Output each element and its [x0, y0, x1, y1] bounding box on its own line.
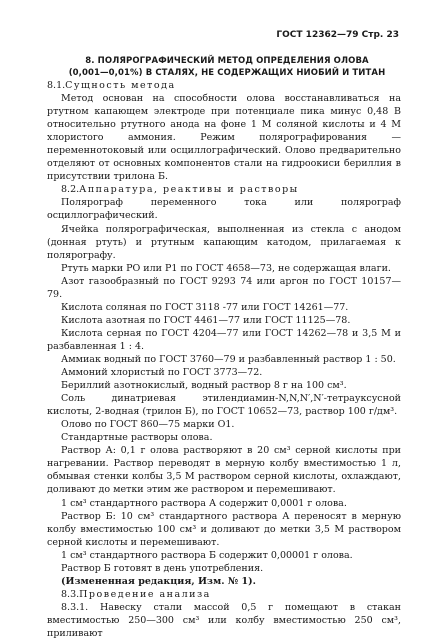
- section-title: [55, 55, 399, 79]
- paragraph: Стандартные растворы олова.: [61, 432, 213, 444]
- paragraph: Раствор Б готовят в день употребления.: [61, 562, 264, 574]
- paragraph: Кислота азотная по ГОСТ 4461—77 или ГОСТ 11125—78.: [61, 314, 351, 326]
- paragraph: Кислота серная по ГОСТ 4204—77 или ГОСТ 14262—78 и 3,5 М и разбавленная 1 : 4.: [47, 327, 401, 352]
- paragraph: 1 см³ стандартного раствора Б содержит 0,00001 г олова.: [61, 549, 353, 561]
- paragraph: Аммиак водный по ГОСТ 3760—79 и разбавленный раствор 1 : 50.: [61, 353, 396, 365]
- paragraph: Полярограф переменного тока или полярограф осциллографический.: [47, 197, 401, 222]
- paragraph: 8.3.1. Навеску стали массой 0,5 г помещают в стакан вместимостью 250—300 см³ или колбу вместимостью 250 см³, приливают: [47, 601, 401, 639]
- paragraph: Аммоний хлористый по ГОСТ 3773—72.: [61, 367, 263, 379]
- paragraph: 1 см³ стандартного раствора А содержит 0,0001 г олова.: [61, 497, 347, 509]
- amendment-note: (Измененная редакция, Изм. № 1).: [61, 575, 256, 587]
- paragraph: Раствор А: 0,1 г олова растворяют в 20 см³ серной кислоты при нагревании. Раствор переводят в мерную колбу вместимостью 1 л, обмывая стенки колбы 3,5 М раствором серной кислоты, охлаждают, доливают до метки этим же раствором и перемешивают.: [47, 445, 401, 496]
- paragraph: Бериллий азотнокислый, водный раствор 8 г на 100 см³.: [61, 380, 347, 392]
- subsection-heading: 8.2.Аппаратура, реактивы и растворы: [61, 184, 299, 196]
- page-header: ГОСТ 12362—79 Стр. 23: [276, 30, 399, 40]
- subsection-heading: 8.1.Сущность метода: [47, 80, 176, 91]
- subsection-heading: 8.3.Проведение анализа: [61, 588, 211, 600]
- section-title-line-2: (0,001—0,01%) В СТАЛЯХ, НЕ СОДЕРЖАЩИХ НИОБИЙ И ТИТАН: [68, 68, 386, 78]
- section-title-line-1: 8. ПОЛЯРОГРАФИЧЕСКИЙ МЕТОД ОПРЕДЕЛЕНИЯ ОЛОВА: [85, 56, 369, 66]
- paragraph: Олово по ГОСТ 860—75 марки О1.: [61, 419, 235, 431]
- paragraph: Метод основан на способности олова восстанавливаться на ртутном капающем электроде при потенциале пика минус 0,48 В относительно ртутного анода на фоне 1 М соляной кислоты и 4 М хлористого аммония. Режим полярографирования — переменнотоковый или осциллографический. Олово предварительно отделяют от основных компонентов стали на гидроокиси бериллия в присутствии трилона Б.: [47, 93, 401, 183]
- paragraph: Соль динатриевая этилендиамин-N,N,N′,N′-тетрауксусной кислоты, 2-водная (трилон Б), по ГОСТ 10652—73, раствор 100 г/дм³.: [47, 393, 401, 418]
- document-body: [47, 79, 401, 640]
- paragraph: Кислота соляная по ГОСТ 3118 -77 или ГОСТ 14261—77.: [61, 301, 349, 313]
- paragraph: Ячейка полярографическая, выполненная из стекла с анодом (донная ртуть) и ртутным капающим катодом, прилагаемая к полярографу.: [47, 223, 401, 261]
- paragraph: Ртуть марки РО или Р1 по ГОСТ 4658—73, не содержащая влаги.: [61, 262, 391, 274]
- paragraph: Раствор Б: 10 см³ стандартного раствора А переносят в мерную колбу вместимостью 100 см³ и доливают до метки 3,5 М раствором серной кислоты и перемешивают.: [47, 510, 401, 548]
- paragraph: Азот газообразный по ГОСТ 9293 74 или аргон по ГОСТ 10157—79.: [47, 275, 401, 300]
